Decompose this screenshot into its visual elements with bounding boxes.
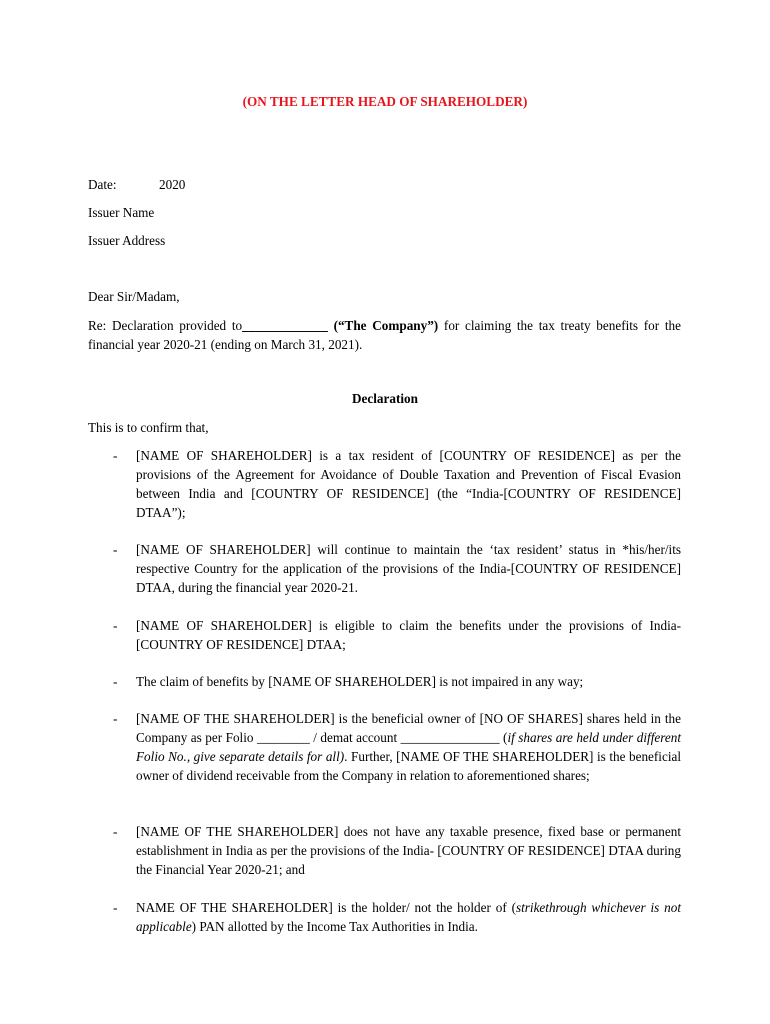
declaration-item-2: [NAME OF SHAREHOLDER] will continue to maintain the ‘tax resident’ status in *his/her/its respective Country for the application of the provisions of the India-[COUNTRY OF RESIDENCE] DTAA, during the financial year 2020-21.: [136, 542, 681, 595]
issuer-address: Issuer Address: [88, 233, 166, 248]
declaration-item-7: [136, 898, 681, 936]
intro-text: This is to confirm that,: [88, 420, 209, 435]
declaration-item-4: The claim of benefits by [NAME OF SHAREHOLDER] is not impaired in any way;: [136, 674, 584, 689]
bullet-dash: -: [113, 900, 118, 915]
item-7-text-a: NAME OF THE SHAREHOLDER] is the holder/ not the holder of (: [136, 900, 516, 915]
item-5-text-a: [NAME OF THE SHAREHOLDER] is the beneficial owner of [NO OF SHARES] shares held in the Company as per Folio ________ / demat account _______________ (: [136, 711, 681, 745]
date-value: 2020: [159, 177, 186, 192]
bullet-dash: -: [113, 674, 118, 689]
item-7-italic-note: strikethrough whichever is not applicable: [136, 900, 681, 934]
item-5-italic-note: if shares are held under different Folio No., give separate details for all): [136, 730, 681, 764]
bullet-dash: -: [113, 824, 118, 839]
salutation: Dear Sir/Madam,: [88, 289, 180, 304]
company-name: (“The Company”): [327, 318, 439, 333]
letterhead-heading: (ON THE LETTER HEAD OF SHAREHOLDER): [242, 94, 528, 109]
reference-suffix: for claiming the tax treaty benefits for the financial year 2020-21 (ending on March 31, 2021).: [88, 318, 681, 352]
declaration-item-3: [NAME OF SHAREHOLDER] is eligible to claim the benefits under the provisions of India-[COUNTRY OF RESIDENCE] DTAA;: [136, 618, 681, 652]
declaration-item-5: [136, 709, 681, 785]
issuer-name: Issuer Name: [88, 205, 155, 220]
reference-blank: _____________: [242, 318, 328, 333]
declaration-heading: Declaration: [352, 391, 418, 406]
declaration-item-6: [NAME OF THE SHAREHOLDER] does not have any taxable presence, fixed base or permanent establishment in India as per the provisions of the India- [COUNTRY OF RESIDENCE] DTAA during the Financial Year 2020-21; and: [136, 824, 681, 877]
reference-prefix: Re: Declaration provided to: [88, 318, 243, 333]
declaration-item-1: [NAME OF SHAREHOLDER] is a tax resident of [COUNTRY OF RESIDENCE] as per the provisions of the Agreement for Avoidance of Double Taxation and Prevention of Fiscal Evasion between India and [COUNTRY OF RESIDENCE] (the “India-[COUNTRY OF RESIDENCE] DTAA”);: [136, 448, 681, 520]
bullet-dash: -: [113, 618, 118, 633]
item-5-text-c: . Further, [NAME OF THE SHAREHOLDER] is the beneficial owner of dividend receivable from the Company in relation to aforementioned shares;: [136, 749, 681, 783]
reference-line: [88, 316, 681, 354]
item-7-text-c: ) PAN allotted by the Income Tax Authorities in India.: [191, 919, 478, 934]
date-label: Date:: [88, 177, 117, 192]
bullet-dash: -: [113, 711, 118, 726]
bullet-dash: -: [113, 542, 118, 557]
bullet-dash: -: [113, 448, 118, 463]
